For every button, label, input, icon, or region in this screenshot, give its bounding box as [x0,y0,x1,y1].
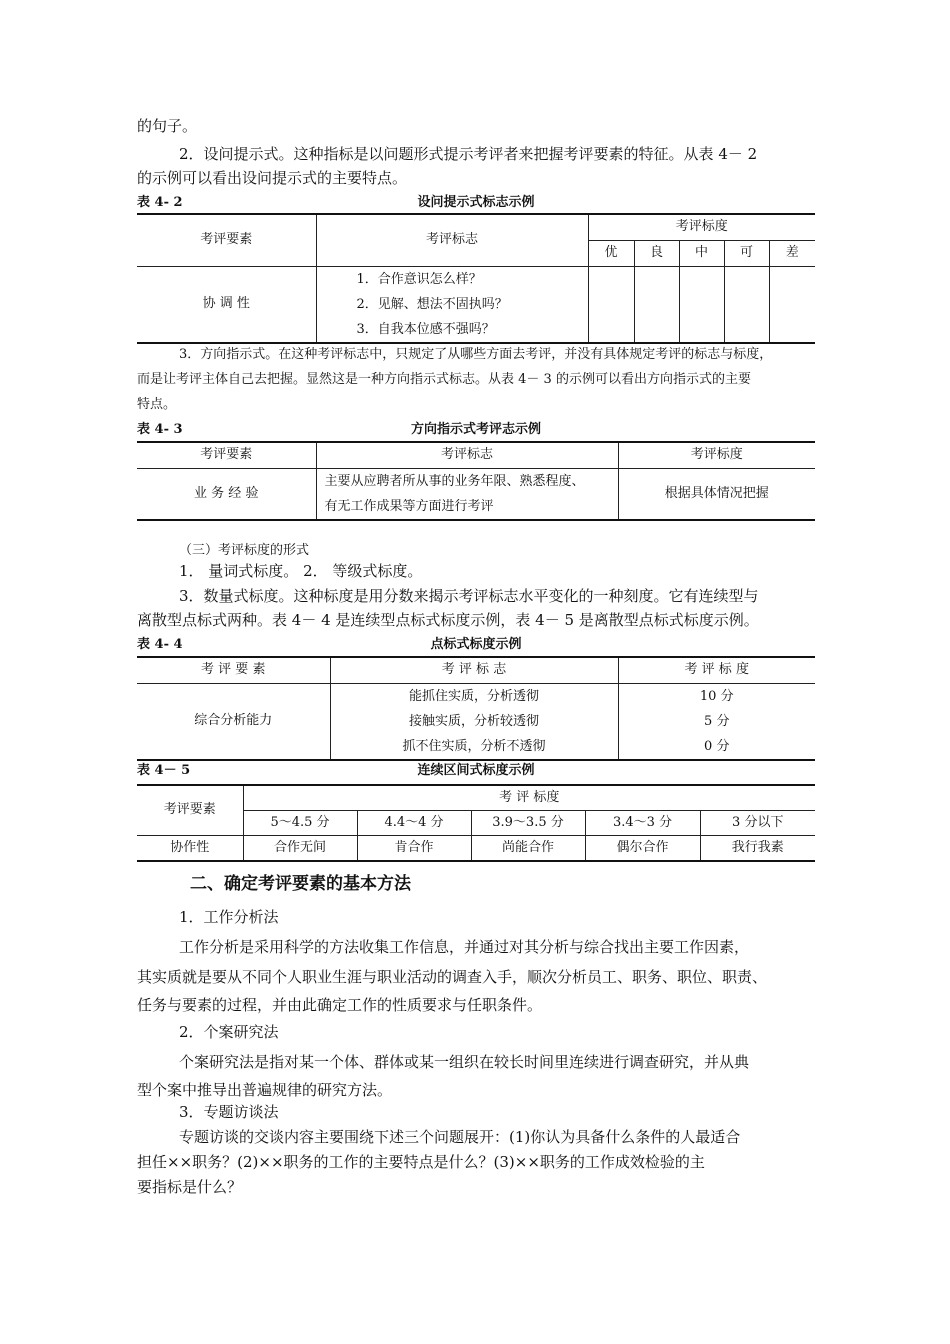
paragraph-line: 2．设问提示式。这种指标是以问题形式提示考评者来把握考评要素的特征。从表 4－ 2 [179,145,758,163]
table-title: 设问提示式标志示例 [417,195,535,210]
table-4-3 [137,441,815,521]
method-title: 3．专题访谈法 [179,1103,279,1121]
question-item: 3．自我本位感不强吗？ [356,321,495,337]
table-title: 方向指示式考评志示例 [410,422,541,437]
header-mark: 考评标志 [316,214,588,266]
table-label: 表 4- 4 [137,637,183,652]
range-cell: 3.4～3 分 [585,810,700,835]
paragraph-line: 担任××职务？(2)××职务的工作的主要特点是什么？(3)××职务的工作成效检验的主 [137,1153,705,1171]
value-cell: 尚能合作 [471,835,585,861]
question-list [316,266,588,343]
mark-line: 接触实质，分析较透彻 [408,713,539,729]
question-item: 1．合作意识怎么样？ [356,271,482,287]
empty-cell [724,266,769,343]
range-cell: 4.4～4 分 [357,810,471,835]
paragraph-line: 的示例可以看出设问提示式的主要特点。 [137,169,408,187]
table-4-2 [137,213,815,344]
value-cell: 我行我素 [700,835,815,861]
header-mark: 考 评 标 志 [330,657,618,683]
header-scale: 考评标度 [588,214,815,240]
mark-cell [330,683,618,760]
score-cell [618,683,815,760]
question-item: 2．见解、想法不固执吗？ [356,296,508,312]
header-element: 考评要素 [137,785,243,835]
grade-cell: 中 [679,240,724,266]
table-title: 点标式标度示例 [430,637,522,652]
section-heading: （三）考评标度的形式 [179,543,310,558]
row-element: 业 务 经 验 [137,468,316,520]
mark-line: 能抓住实质，分析透彻 [408,688,539,704]
paragraph-line: 离散型点标式两种。表 4－ 4 是连续型点标式标度示例，表 4－ 5 是离散型点标式标度示例。 [137,611,759,629]
paragraph-line: 其实质就是要从不同个人职业生涯与职业活动的调查入手，顺次分析员工、职务、职位、职责、 [137,968,768,986]
empty-cell [679,266,724,343]
header-element: 考 评 要 素 [137,657,330,683]
grade-cell: 良 [634,240,679,266]
table-label: 表 4- 2 [137,195,183,210]
paragraph-line: 工作分析是采用科学的方法收集工作信息，并通过对其分析与综合找出主要工作因素， [179,938,750,956]
range-cell: 3.9～3.5 分 [471,810,585,835]
paragraph-line: 任务与要素的过程，并由此确定工作的性质要求与任职条件。 [137,996,543,1014]
header-element: 考评要素 [137,214,316,266]
section-heading: 二、确定考评要素的基本方法 [190,874,411,894]
paragraph-line: 专题访谈的交谈内容主要围绕下述三个问题展开：(1)你认为具备什么条件的人最适合 [179,1128,741,1146]
empty-cell [769,266,815,343]
grade-cell: 可 [724,240,769,266]
header-scale: 考 评 标度 [243,785,815,810]
row-element: 协作性 [137,835,243,861]
value-cell: 肯合作 [357,835,471,861]
value-cell: 偶尔合作 [585,835,700,861]
scale-cell: 根据具体情况把握 [618,468,815,520]
score-line: 10 分 [699,688,734,704]
table-4-4 [137,656,815,761]
table-4-5 [137,784,815,862]
row-element: 协 调 性 [137,266,316,343]
row-element: 综合分析能力 [137,683,330,760]
header-scale: 考评标度 [618,442,815,468]
header-mark: 考评标志 [316,442,618,468]
value-cell: 合作无间 [243,835,357,861]
range-cell: 3 分以下 [700,810,815,835]
mark-line: 主要从应聘者所从事的业务年限、熟悉程度、 [324,473,585,489]
paragraph-line: 个案研究法是指对某一个体、群体或某一组织在较长时间里连续进行调查研究，并从典 [179,1053,750,1071]
mark-cell [316,468,618,520]
table-label: 表 4－ 5 [137,763,191,778]
paragraph-line: 型个案中推导出普遍规律的研究方法。 [137,1081,393,1099]
paragraph-line: 1． 量词式标度。 2． 等级式标度。 [179,562,423,580]
paragraph-line: 要指标是什么？ [137,1178,243,1196]
header-element: 考评要素 [137,442,316,468]
grade-cell: 差 [769,240,815,266]
empty-cell [634,266,679,343]
score-line: 5 分 [704,713,730,729]
paragraph-line: 的句子。 [137,117,198,135]
empty-cell [588,266,634,343]
table-label: 表 4- 3 [137,422,183,437]
paragraph-line: 而是让考评主体自己去把握。显然这是一种方向指示式标志。从表 4－ 3 的示例可以看出方向指示式的主要 [137,372,751,387]
mark-line: 有无工作成果等方面进行考评 [324,498,494,514]
table-title: 连续区间式标度示例 [417,763,535,778]
paragraph-line: 特点。 [137,397,177,412]
method-title: 2．个案研究法 [179,1023,279,1041]
method-title: 1．工作分析法 [179,908,279,926]
header-scale: 考 评 标 度 [618,657,815,683]
score-line: 0 分 [704,738,730,754]
range-cell: 5～4.5 分 [243,810,357,835]
mark-line: 抓不住实质，分析不透彻 [402,738,546,754]
paragraph-line: 3．数量式标度。这种标度是用分数来揭示考评标志水平变化的一种刻度。它有连续型与 [179,587,759,605]
grade-cell: 优 [588,240,634,266]
paragraph-line: 3．方向指示式。在这种考评标志中，只规定了从哪些方面去考评，并没有具体规定考评的标志与标度， [179,347,773,362]
